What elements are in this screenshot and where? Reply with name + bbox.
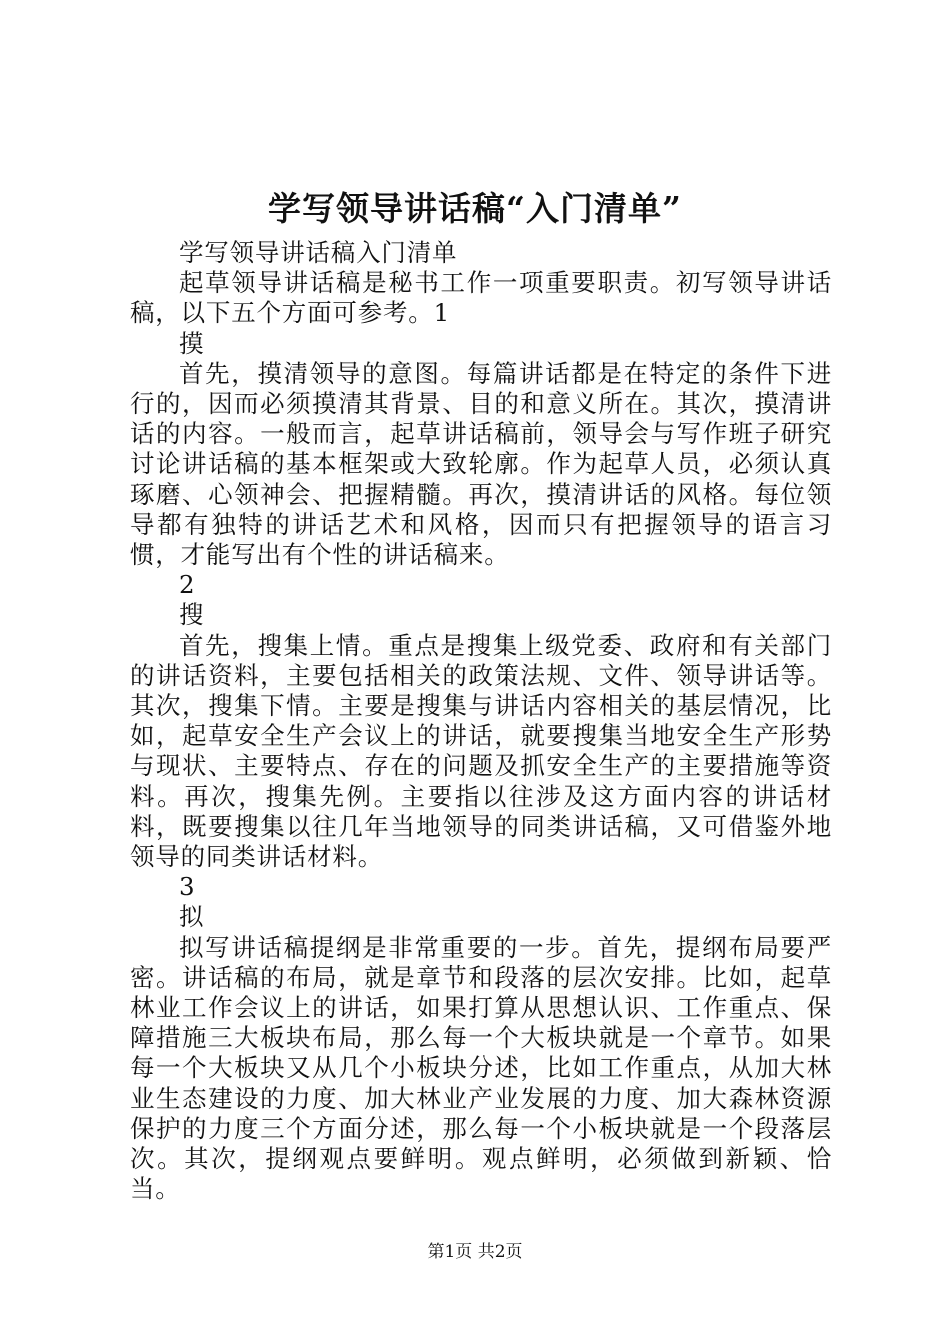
section-heading-ni: 拟 (179, 902, 205, 932)
paragraph-subtitle: 学写领导讲话稿入门清单 (179, 238, 458, 267)
section-heading-mo: 摸 (179, 328, 205, 358)
paragraph-intro: 起草领导讲话稿是秘书工作一项重要职责。初写领导讲话稿，以下五个方面可参考。1 (130, 268, 832, 328)
section-number-3: 3 (179, 872, 196, 902)
document-body (130, 238, 832, 1205)
document-title: 学写领导讲话稿“入门清单” (268, 189, 682, 228)
paragraph-sou: 首先，搜集上情。重点是搜集上级党委、政府和有关部门的讲话资料，主要包括相关的政策法规、文件、领导讲话等。其次，搜集下情。主要是搜集与讲话内容相关的基层情况，比如，起草安全生产会议上的讲话，就要搜集当地安全生产形势与现状、主要特点、存在的问题及抓安全生产的主要措施等资料。再次，搜集先例。主要指以往涉及这方面内容的讲话材料，既要搜集以往几年当地领导的同类讲话稿，又可借鉴外地领导的同类讲话材料。 (130, 630, 832, 872)
section-number-2: 2 (179, 570, 196, 600)
page-footer: 第1页 共2页 (427, 1242, 523, 1262)
paragraph-ni: 拟写讲话稿提纲是非常重要的一步。首先，提纲布局要严密。讲话稿的布局，就是章节和段落的层次安排。比如，起草林业工作会议上的讲话，如果打算从思想认识、工作重点、保障措施三大板块布局，那么每一个大板块就是一个章节。如果每一个大板块又从几个小板块分述，比如工作重点，从加大林业生态建设的力度、加大林业产业发展的力度、加大森林资源保护的力度三个方面分述，那么每一个小板块就是一个段落层次。其次，提纲观点要鲜明。观点鲜明，必须做到新颖、恰当。 (130, 932, 832, 1204)
section-heading-sou: 搜 (179, 600, 205, 630)
paragraph-mo: 首先，摸清领导的意图。每篇讲话都是在特定的条件下进行的，因而必须摸清其背景、目的和意义所在。其次，摸清讲话的内容。一般而言，起草讲话稿前，领导会与写作班子研究讨论讲话稿的基本框架或大致轮廓。作为起草人员，必须认真琢磨、心领神会、把握精髓。再次，摸清讲话的风格。每位领导都有独特的讲话艺术和风格，因而只有把握领导的语言习惯，才能写出有个性的讲话稿来。 (130, 358, 832, 570)
